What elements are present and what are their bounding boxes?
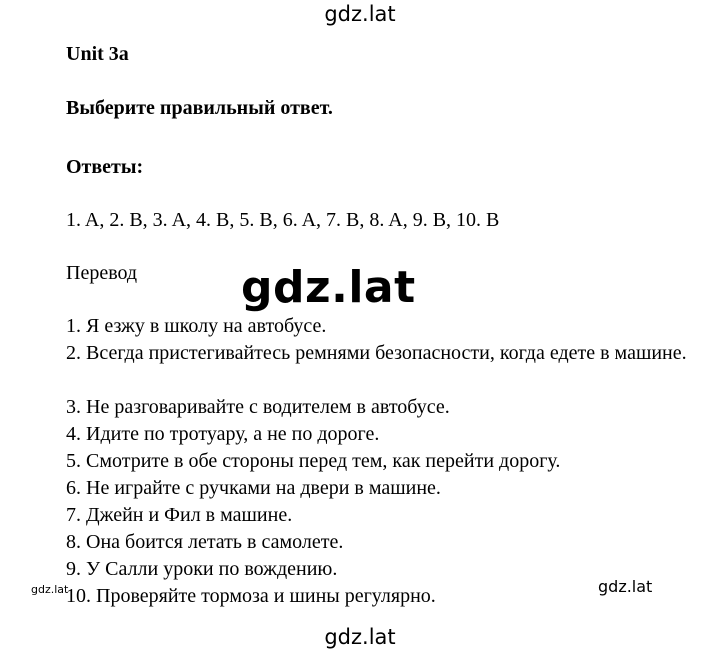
translation-sentence-9: 9. У Салли уроки по вождению. — [66, 558, 338, 580]
answers-line: 1. A, 2. B, 3. A, 4. B, 5. B, 6. A, 7. B, 8. A, 9. B, 10. B — [66, 209, 500, 231]
translation-sentence-1: 1. Я езжу в школу на автобусе. — [66, 315, 327, 337]
instruction-text: Выберите правильный ответ. — [66, 97, 333, 119]
translation-sentence-6: 6. Не играйте с ручками на двери в машине. — [66, 477, 441, 499]
watermark-top: gdz.lat — [324, 2, 396, 26]
translation-sentence-8: 8. Она боится летать в самолете. — [66, 531, 344, 553]
translation-sentence-5: 5. Смотрите в обе стороны перед тем, как перейти дорогу. — [66, 450, 561, 472]
answers-heading: Ответы: — [66, 156, 144, 178]
translation-sentence-7: 7. Джейн и Фил в машине. — [66, 504, 293, 526]
watermark-small-left: gdz.lat — [31, 583, 69, 596]
translation-sentence-3: 3. Не разговаривайте с водителем в автобусе. — [66, 396, 450, 418]
unit-title: Unit 3a — [66, 43, 129, 65]
translation-sentence-2: 2. Всегда пристегивайтесь ремнями безопасности, когда едете в машине. — [66, 342, 687, 364]
watermark-center: gdz.lat — [241, 262, 416, 313]
translation-sentence-4: 4. Идите по тротуару, а не по дороге. — [66, 423, 380, 445]
translation-heading: Перевод — [66, 262, 138, 284]
watermark-bottom: gdz.lat — [324, 625, 396, 649]
watermark-small-right: gdz.lat — [598, 577, 653, 596]
translation-sentence-10: 10. Проверяйте тормоза и шины регулярно. — [66, 585, 436, 607]
